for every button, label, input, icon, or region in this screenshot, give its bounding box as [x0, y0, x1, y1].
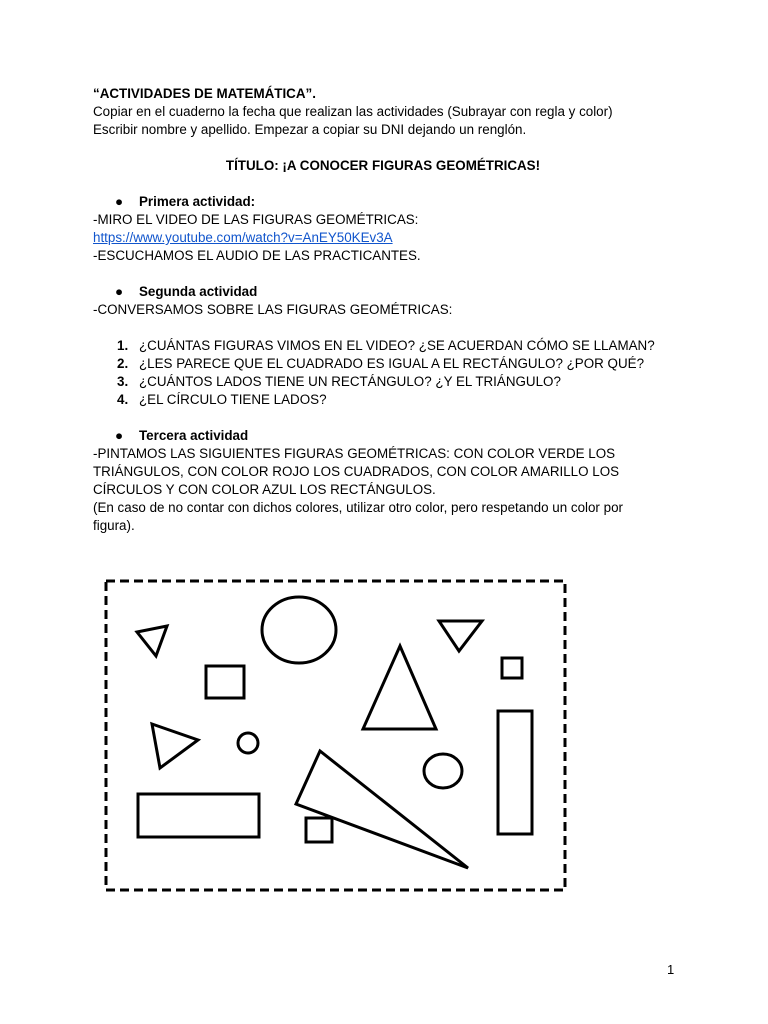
doc-title: TÍTULO: ¡A CONOCER FIGURAS GEOMÉTRICAS! — [225, 158, 541, 173]
instruction-line-2: Escribir nombre y apellido. Empezar a copiar su DNI dejando un renglón. — [93, 122, 527, 137]
question-text: ¿CUÁNTAS FIGURAS VIMOS EN EL VIDEO? ¿SE ACUERDAN CÓMO SE LLAMAN? — [139, 338, 655, 353]
circle-shape — [238, 733, 258, 753]
list-number: 4. — [117, 392, 129, 407]
list-number: 1. — [117, 338, 129, 353]
list-number: 2. — [117, 356, 129, 371]
shapes-worksheet-figure — [100, 576, 572, 896]
rectangle-shape — [138, 794, 259, 837]
question-text: ¿LES PARECE QUE EL CUADRADO ES IGUAL A EL RECTÁNGULO? ¿POR QUÉ? — [139, 356, 645, 371]
list-number: 3. — [117, 374, 129, 389]
list-item — [93, 337, 673, 355]
square-shape — [306, 818, 332, 842]
list-item — [93, 355, 673, 373]
list-item — [93, 373, 673, 391]
circle-shape — [424, 754, 462, 788]
activity-1-line-1: -MIRO EL VIDEO DE LAS FIGURAS GEOMÉTRICAS: — [93, 212, 419, 227]
circle-shape — [262, 597, 336, 663]
rectangle-shape — [498, 711, 532, 834]
square-shape — [206, 666, 244, 698]
doc-heading: “ACTIVIDADES DE MATEMÁTICA”. — [93, 86, 316, 101]
instruction-line-1: Copiar en el cuaderno la fecha que realizan las actividades (Subrayar con regla y color) — [93, 104, 613, 119]
bullet-icon: ● — [115, 284, 124, 299]
square-shape — [502, 658, 522, 678]
question-text: ¿CUÁNTOS LADOS TIENE UN RECTÁNGULO? ¿Y EL TRIÁNGULO? — [139, 374, 561, 389]
activity-3-note: (En caso de no contar con dichos colores, utilizar otro color, pero respetando un color por figura). — [93, 500, 623, 533]
document-body — [93, 85, 673, 535]
page-number: 1 — [667, 962, 675, 977]
list-item — [93, 391, 673, 409]
bullet-icon: ● — [115, 428, 124, 443]
activity-1-line-2: -ESCUCHAMOS EL AUDIO DE LAS PRACTICANTES. — [93, 248, 421, 263]
activity-3-title: Tercera actividad — [139, 428, 249, 443]
triangle-shape — [363, 646, 436, 729]
activity-2-title: Segunda actividad — [139, 284, 258, 299]
activity-1-title: Primera actividad: — [139, 194, 256, 209]
activity-1-heading — [93, 193, 673, 211]
activity-3-instructions: -PINTAMOS LAS SIGUIENTES FIGURAS GEOMÉTRICAS: CON COLOR VERDE LOS TRIÁNGULOS, CON COLOR ROJO LOS CUADRADOS, CON COLOR AMARILLO LOS CÍRCULOS Y CON COLOR AZUL LOS RECTÁNGULOS. — [93, 446, 620, 497]
activity-2-intro: -CONVERSAMOS SOBRE LAS FIGURAS GEOMÉTRICAS: — [93, 302, 453, 317]
question-text: ¿EL CÍRCULO TIENE LADOS? — [139, 392, 327, 407]
triangle-shape — [439, 621, 482, 651]
activity-2-heading — [93, 283, 673, 301]
triangle-shape — [137, 626, 167, 656]
triangle-shape — [152, 724, 198, 768]
activity-3-heading — [93, 427, 673, 445]
triangle-shape — [296, 751, 468, 868]
video-link[interactable]: https://www.youtube.com/watch?v=AnEY50KEv3A — [93, 230, 393, 245]
bullet-icon: ● — [115, 194, 124, 209]
